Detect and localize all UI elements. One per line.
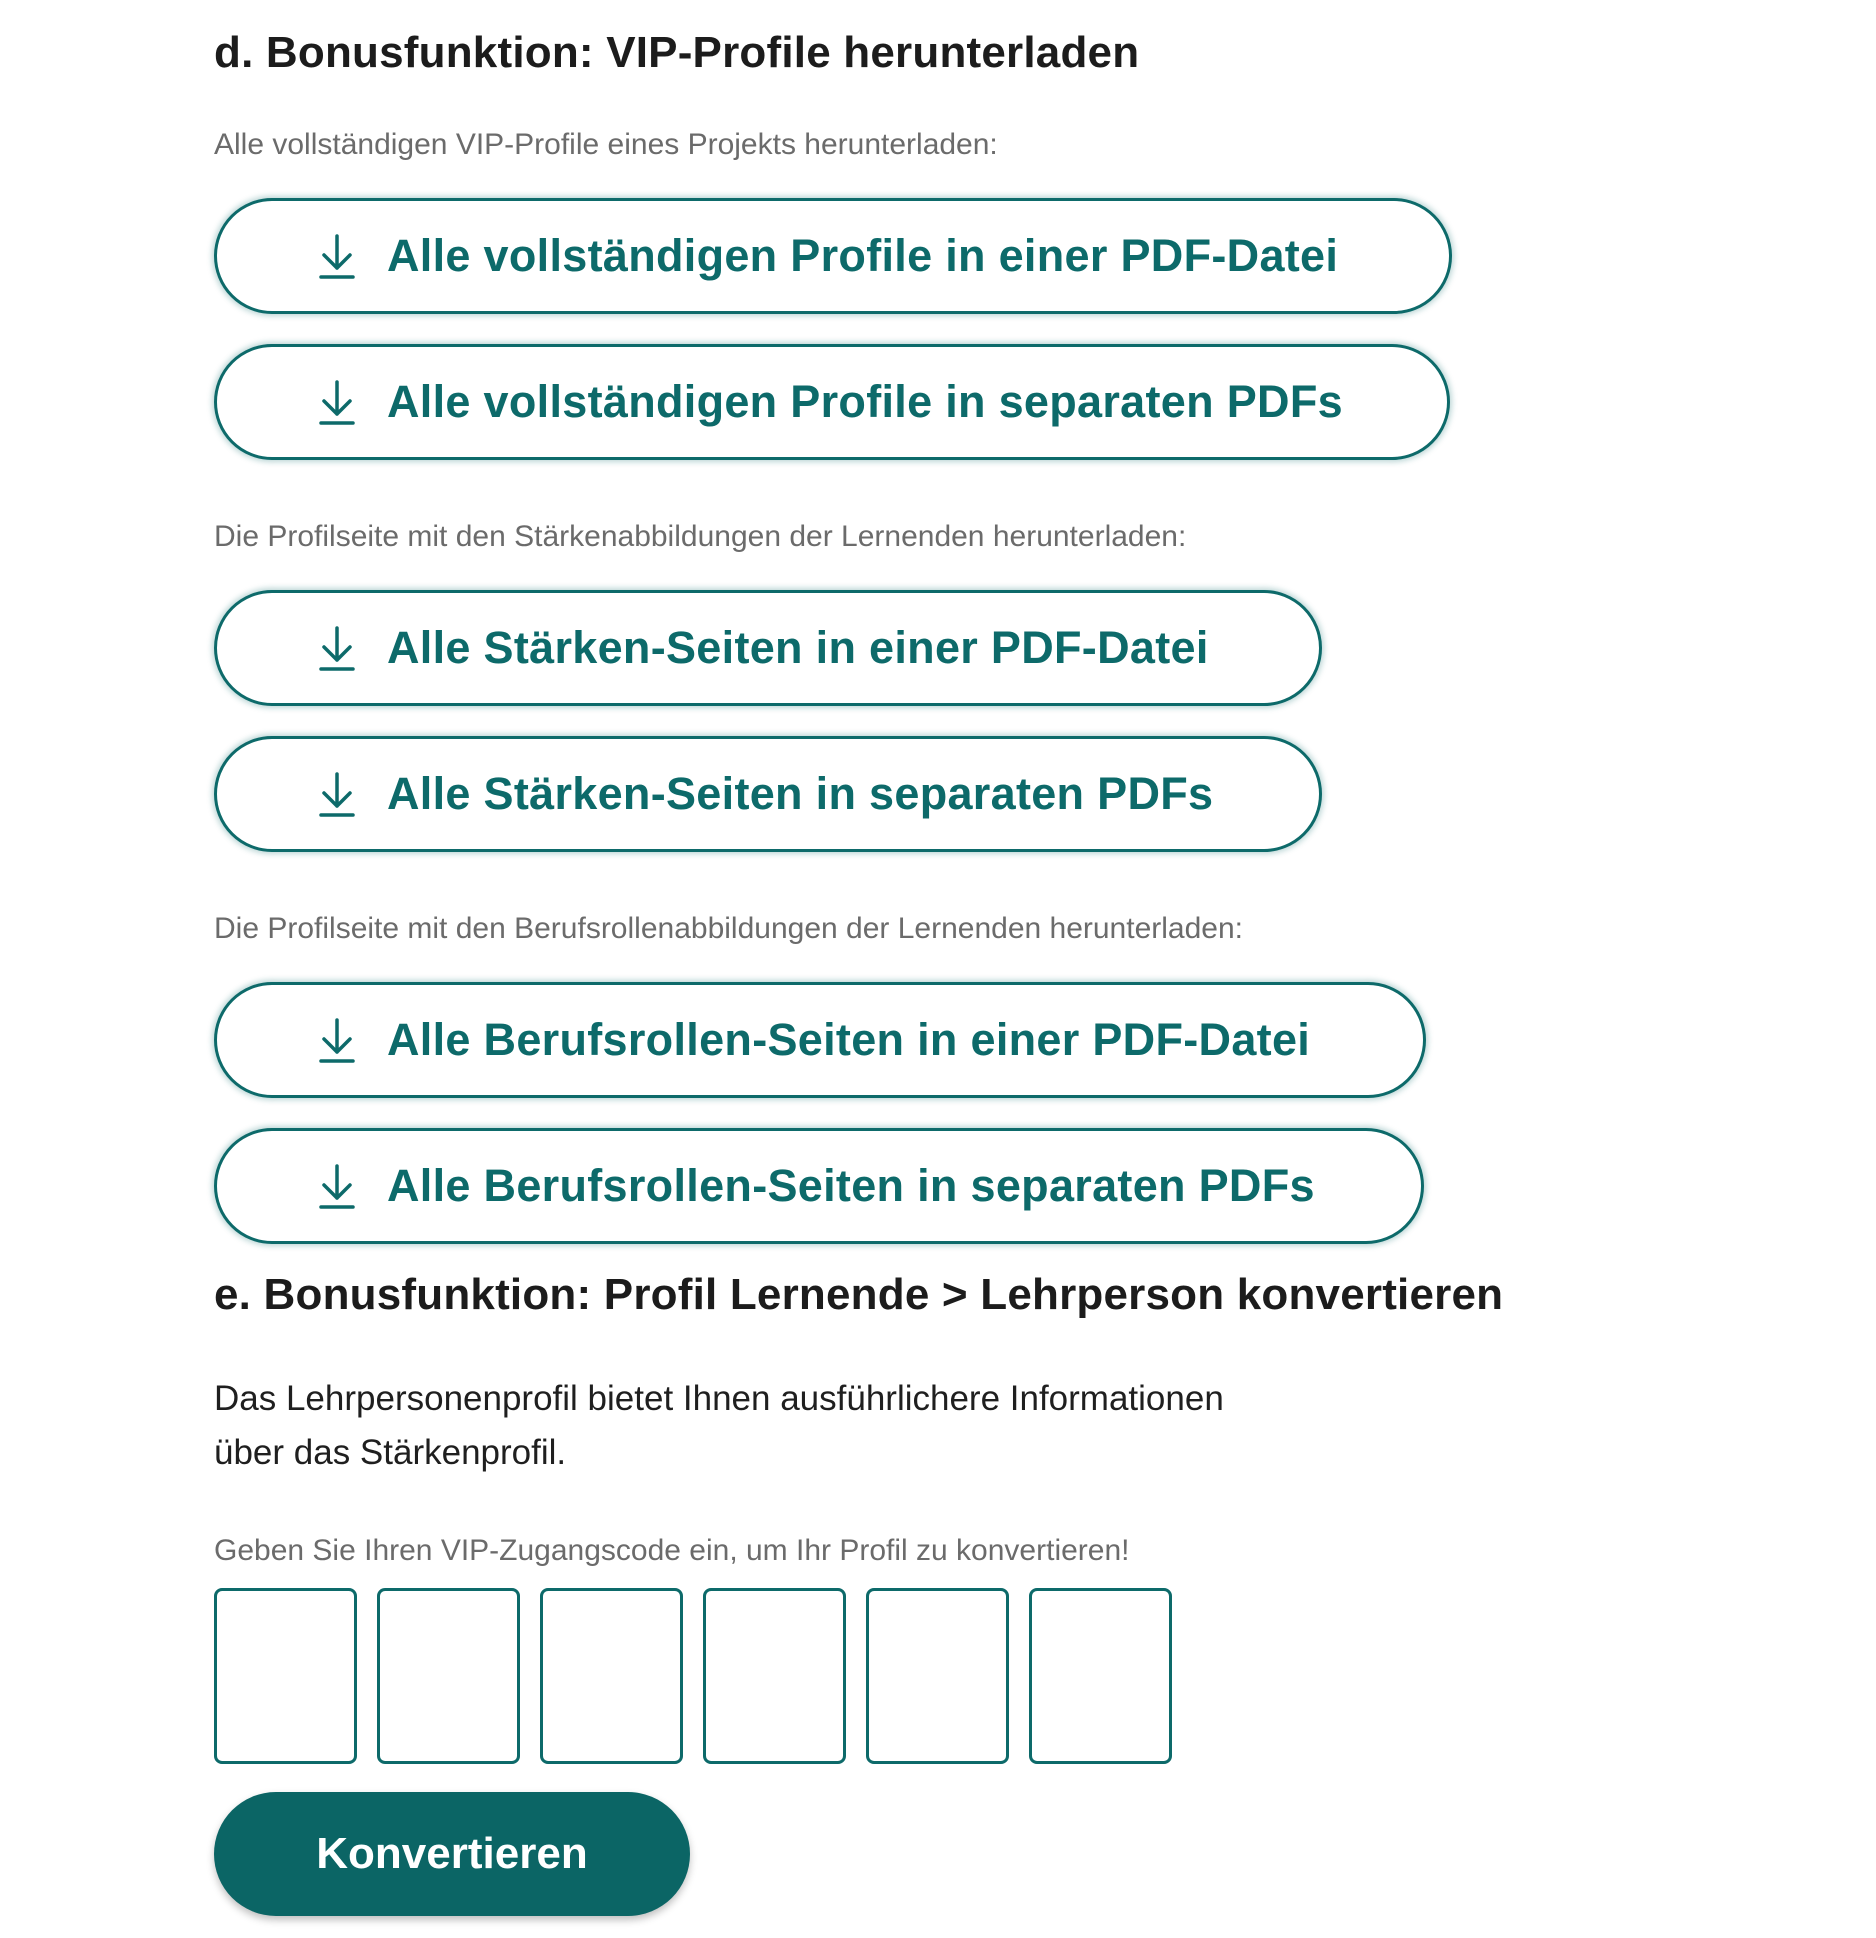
download-strengths-single-button[interactable] [214,590,1322,706]
hint-full-profiles: Alle vollständigen VIP-Profile eines Projekts herunterladen: [214,128,998,161]
code-hint: Geben Sie Ihren VIP-Zugangscode ein, um Ihr Profil zu konvertieren! [214,1534,1130,1567]
download-roles-single-label: Alle Berufsrollen-Seiten in einer PDF-Datei [387,1014,1311,1065]
vip-code-digit-3[interactable] [540,1588,683,1764]
download-strengths-single-label: Alle Stärken-Seiten in einer PDF-Datei [387,622,1209,673]
section-d-title: d. Bonusfunktion: VIP-Profile herunterladen [214,28,1140,77]
download-full-profiles-single-label: Alle vollständigen Profile in einer PDF-Datei [387,230,1339,281]
download-strengths-separate-button[interactable] [214,736,1322,852]
download-full-profiles-single-button[interactable] [214,198,1452,314]
section-e-description-line2: über das Stärkenprofil. [214,1433,567,1472]
hint-roles: Die Profilseite mit den Berufsrollenabbildungen der Lernenden herunterladen: [214,912,1243,945]
download-icon [317,624,357,672]
download-full-profiles-separate-button[interactable] [214,344,1450,460]
vip-code-digit-6[interactable] [1029,1588,1172,1764]
vip-code-digit-4[interactable] [703,1588,846,1764]
download-icon [317,1016,357,1064]
vip-code-inputs [214,1588,1172,1764]
vip-code-digit-5[interactable] [866,1588,1009,1764]
download-icon [317,378,357,426]
section-e-title: e. Bonusfunktion: Profil Lernende > Lehrperson konvertieren [214,1270,1504,1319]
vip-code-digit-1[interactable] [214,1588,357,1764]
download-roles-single-button[interactable] [214,982,1426,1098]
convert-button[interactable]: Konvertieren [214,1792,690,1916]
section-e-description-line1: Das Lehrpersonenprofil bietet Ihnen ausführlichere Informationen [214,1379,1224,1418]
download-roles-separate-button[interactable] [214,1128,1424,1244]
download-icon [317,770,357,818]
vip-code-digit-2[interactable] [377,1588,520,1764]
hint-strengths: Die Profilseite mit den Stärkenabbildungen der Lernenden herunterladen: [214,520,1187,553]
download-icon [317,1162,357,1210]
download-icon [317,232,357,280]
download-roles-separate-label: Alle Berufsrollen-Seiten in separaten PDFs [387,1160,1315,1211]
download-full-profiles-separate-label: Alle vollständigen Profile in separaten PDFs [387,376,1343,427]
download-strengths-separate-label: Alle Stärken-Seiten in separaten PDFs [387,768,1214,819]
